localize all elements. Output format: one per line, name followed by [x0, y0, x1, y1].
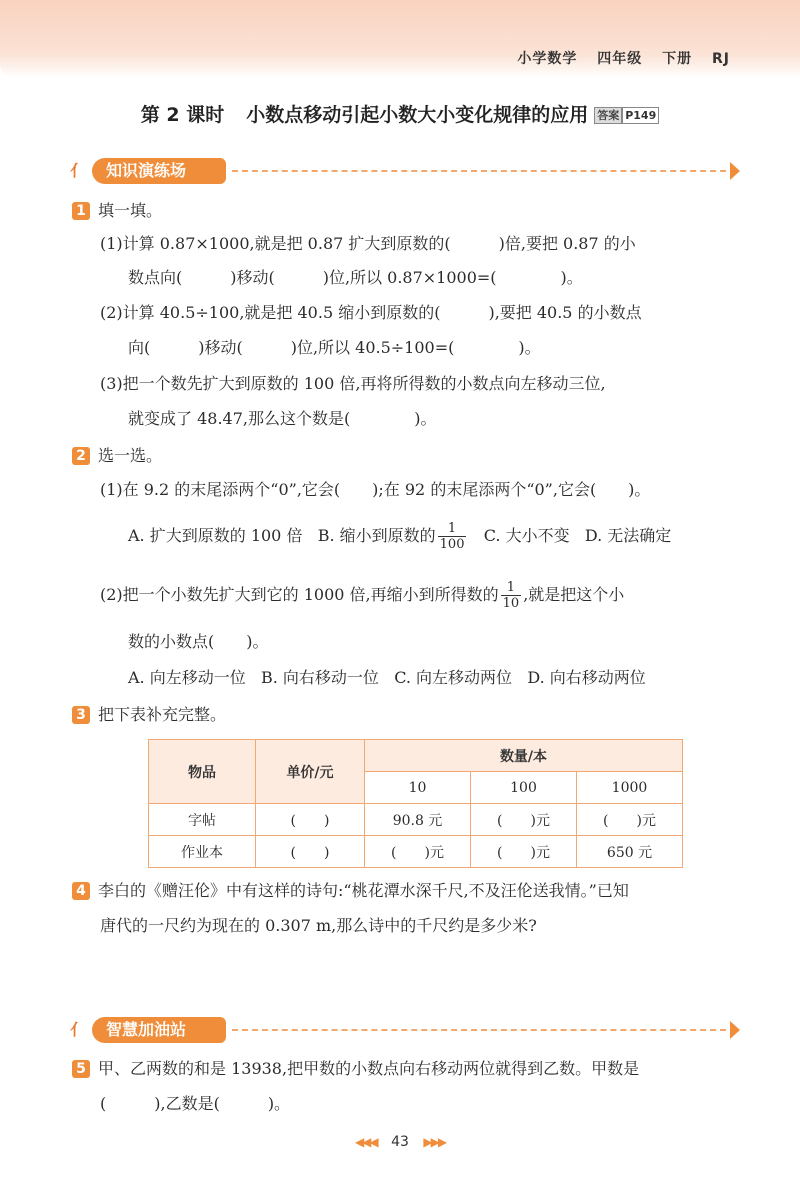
- page-number: 43: [391, 1134, 409, 1150]
- section-header-challenge: [70, 1017, 740, 1043]
- left-arrows-icon: ◀◀◀: [354, 1135, 377, 1149]
- q1-part2-line2: 向( )移动( )位,所以 40.5÷100=( )。: [128, 338, 541, 357]
- page-title: [0, 100, 800, 127]
- q1-part1-line2: 数点向( )移动( )位,所以 0.87×1000=( )。: [128, 268, 583, 287]
- price-table: [148, 739, 683, 868]
- q2-part2-options: [128, 668, 646, 688]
- section-header-practice: [70, 158, 740, 184]
- q4-line2: 唐代的一尺约为现在的 0.307 m,那么诗中的千尺约是多少米?: [100, 916, 537, 935]
- question-stem: 把下表补充完整。: [98, 705, 227, 724]
- answer-tag: 答案: [594, 107, 622, 124]
- table-row: 字帖 ( ) 90.8 元 ( )元 ( )元: [149, 804, 683, 836]
- q1-part3-line1: (3)把一个数先扩大到原数的 100 倍,再将所得数的小数点向左移动三位,: [100, 374, 606, 393]
- q2-part1: (1)在 9.2 的末尾添两个“0”,它会( );在 92 的末尾添两个“0”,它会( )。: [100, 480, 651, 499]
- option-c: C. 大小不变: [483, 526, 570, 545]
- fraction: $\frac{1}{100}$: [439, 521, 465, 552]
- right-arrows-icon: ▶▶▶: [423, 1135, 446, 1149]
- dashed-divider: [232, 170, 726, 172]
- fraction: $\frac{1}{10}$: [502, 580, 520, 611]
- lesson-number: 第 2 课时: [140, 104, 225, 126]
- header-qty-100: 100: [471, 772, 577, 804]
- answer-page: P149: [622, 107, 659, 124]
- section-icon: ⺅: [70, 1020, 87, 1039]
- q4-line1: 李白的《赠汪伦》中有这样的诗句:“桃花潭水深千尺,不及汪伦送我情。”已知: [98, 881, 629, 900]
- option-d: D. 无法确定: [584, 526, 672, 545]
- q2-part2-line2: 数的小数点( )。: [128, 632, 269, 651]
- option-a: A. 扩大到原数的 100 倍: [128, 526, 303, 545]
- arrow-icon: [730, 1021, 740, 1039]
- q2-part1-options: [128, 516, 671, 556]
- dashed-divider: [232, 1029, 726, 1031]
- header-price: 单价/元: [256, 740, 365, 804]
- header-qty-10: 10: [365, 772, 471, 804]
- q1-part1-line1: (1)计算 0.87×1000,就是把 0.87 扩大到原数的( )倍,要把 0.87 的小: [100, 234, 636, 253]
- question-number: 1: [72, 202, 90, 220]
- volume: 下册: [662, 51, 693, 67]
- section-label: 智慧加油站: [92, 1017, 226, 1043]
- option-c: C. 向左移动两位: [394, 668, 513, 687]
- option-b: B. 缩小到原数的 $\frac{1}{100}$: [317, 521, 465, 552]
- option-a: A. 向左移动一位: [128, 668, 246, 687]
- book-info: [503, 48, 730, 68]
- subject: 小学数学: [517, 51, 578, 67]
- arrow-icon: [730, 162, 740, 180]
- lesson-topic: 小数点移动引起小数大小变化规律的应用: [246, 104, 589, 126]
- grade: 四年级: [597, 51, 643, 67]
- q1-part2-line1: (2)计算 40.5÷100,就是把 40.5 缩小到原数的( ),要把 40.5 的小数点: [100, 303, 642, 322]
- question-number: 4: [72, 882, 90, 900]
- q2-part2-line1: (2)把一个小数先扩大到它的 1000 倍,再缩小到所得数的 $\frac{1}{10}$ ,就是把这个小: [100, 580, 625, 611]
- page-footer: [0, 1134, 800, 1150]
- table-row: 作业本 ( ) ( )元 ( )元 650 元: [149, 836, 683, 868]
- section-label: 知识演练场: [92, 158, 226, 184]
- section-icon: ⺅: [70, 161, 87, 180]
- edition: RJ: [712, 51, 730, 67]
- header-qty-1000: 1000: [577, 772, 683, 804]
- q1-part3-line2: 就变成了 48.47,那么这个数是( )。: [128, 409, 437, 428]
- header-item: 物品: [149, 740, 256, 804]
- question-stem: 填一填。: [98, 201, 163, 220]
- question-stem: 选一选。: [98, 446, 163, 465]
- question-number: 3: [72, 706, 90, 724]
- option-b: B. 向右移动一位: [261, 668, 379, 687]
- option-d: D. 向右移动两位: [527, 668, 646, 687]
- q5-line1: 甲、乙两数的和是 13938,把甲数的小数点向右移动两位就得到乙数。甲数是: [98, 1059, 640, 1078]
- q5-line2: ( ),乙数是( )。: [100, 1094, 291, 1113]
- header-quantity: 数量/本: [365, 740, 683, 772]
- question-number: 5: [72, 1060, 90, 1078]
- question-number: 2: [72, 447, 90, 465]
